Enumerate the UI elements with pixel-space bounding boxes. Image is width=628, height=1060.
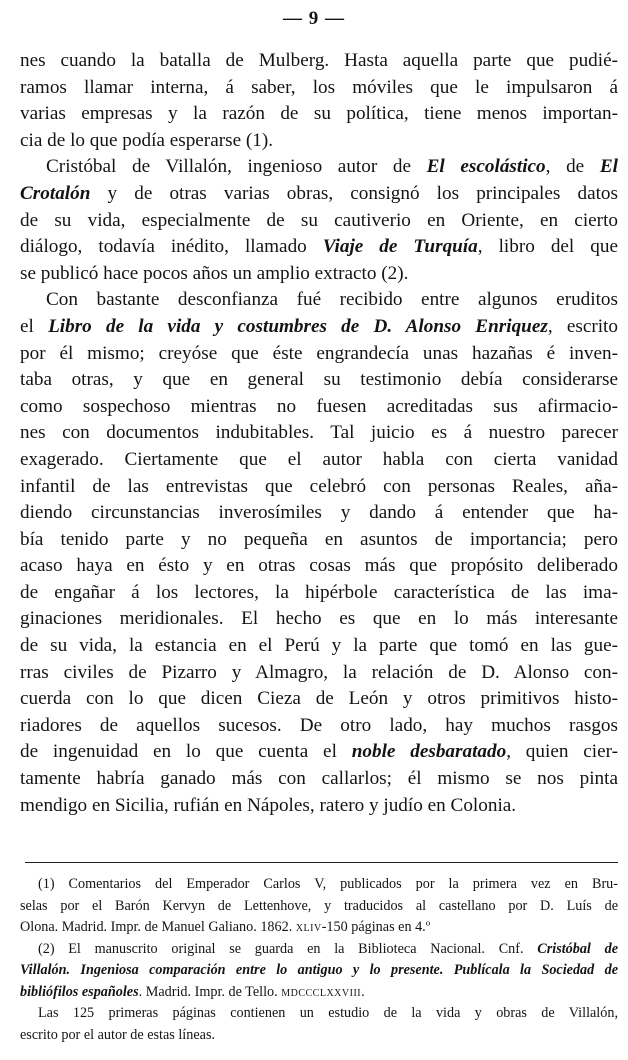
- italic-title: Crotalón: [20, 182, 91, 204]
- text-segment: rras civiles de Pizarro y Almagro, la relación de D. Alonso con-: [20, 661, 618, 683]
- text-segment: -150 páginas en 4.º: [321, 919, 431, 935]
- text-segment: , libro del que: [477, 236, 618, 258]
- text-segment: , quien cier-: [506, 741, 618, 763]
- footnote-line: [20, 939, 618, 961]
- text-segment: . Madrid. Impr. de Tello.: [138, 983, 282, 1000]
- text-segment: Olona. Madrid. Impr. de Manuel Galiano. 1862.: [20, 919, 296, 935]
- footnote-line: [20, 982, 618, 1004]
- footnote-line: [20, 917, 618, 939]
- text-segment: taba otras, y que en general su testimonio debía considerarse: [20, 369, 618, 391]
- text-line: [20, 154, 618, 181]
- footnote-line: [20, 874, 618, 896]
- text-line: [20, 341, 618, 368]
- text-segment: riadores de aquellos sucesos. De otro lado, hay muchos rasgos: [20, 714, 618, 736]
- text-line: [20, 314, 618, 341]
- footnote-line: [20, 960, 618, 982]
- text-segment: , escrito: [547, 315, 618, 337]
- footnote-line: [20, 1003, 618, 1025]
- text-segment: el: [20, 315, 49, 337]
- text-segment: infantil de las entrevistas que celebró con personas Reales, aña-: [20, 475, 618, 497]
- italic-title: noble desbaratado: [351, 741, 507, 763]
- text-segment: tamente habría ganado más con callarlos; él mismo se nos pinta: [20, 768, 618, 790]
- italic-title: El escolástico: [426, 156, 546, 178]
- text-line: [20, 208, 618, 235]
- text-segment: Con bastante desconfianza fué recibido entre algunos eruditos: [46, 289, 618, 311]
- text-line: [20, 75, 618, 102]
- text-segment: por él mismo; creyóse que éste engrandecía unas hazañas é inven-: [20, 342, 618, 364]
- text-segment: nes cuando la batalla de Mulberg. Hasta aquella parte que pudié-: [20, 50, 618, 71]
- text-line: [20, 527, 618, 554]
- italic-title: Cristóbal de: [537, 940, 618, 957]
- italic-title: bibliófilos españoles: [20, 983, 139, 1000]
- italic-title: Villalón. Ingeniosa comparación entre lo antiguo y lo presente. Publícala la Sociedad de: [20, 962, 618, 978]
- text-segment: cia de lo que podía esperarse (1).: [20, 129, 274, 151]
- text-segment: cuerda con lo que dicen Cieza de León y otros primitivos histo-: [20, 688, 618, 710]
- text-segment: se publicó hace pocos años un amplio extracto (2).: [20, 262, 409, 284]
- text-line: [20, 447, 618, 474]
- text-line: [20, 234, 618, 261]
- text-segment: de su vida, especialmente de su cautiverio en Oriente, en cierto: [20, 209, 618, 231]
- italic-title: El: [599, 156, 618, 178]
- text-line: [20, 713, 618, 740]
- text-segment: acaso haya en ésto y en otras cosas más que propósito deliberado: [20, 555, 618, 577]
- text-segment: Cristóbal de Villalón, ingenioso autor de: [46, 156, 427, 178]
- text-segment: , de: [545, 156, 600, 178]
- page-number: — 9 —: [283, 8, 345, 29]
- text-line: [20, 394, 618, 421]
- text-line: [20, 181, 618, 208]
- footnote-divider: [25, 862, 618, 863]
- footnote-line: [20, 896, 618, 918]
- text-segment: (1) Comentarios del Emperador Carlos V, publicados por la primera vez en Bru-: [38, 876, 618, 892]
- main-text: [20, 48, 618, 819]
- text-segment: (2) El manuscrito original se guarda en la Biblioteca Nacional. Cnf.: [38, 940, 538, 957]
- text-line: [20, 553, 618, 580]
- text-segment: mendigo en Sicilia, rufián en Nápoles, ratero y judío en Colonia.: [20, 794, 517, 816]
- text-line: [20, 367, 618, 394]
- text-segment: ginaciones meridionales. El hecho es que en lo más interesante: [20, 608, 618, 630]
- text-segment: diálogo, todavía inédito, llamado: [20, 236, 323, 258]
- text-line: [20, 686, 618, 713]
- text-line: [20, 739, 618, 766]
- text-line: [20, 287, 618, 314]
- text-segment: selas por el Barón Kervyn de Lettenhove, y traducidos al castellano por D. Luís de: [20, 897, 618, 914]
- text-line: [20, 606, 618, 633]
- text-segment: exagerado. Ciertamente que el autor habla con cierta vanidad: [20, 448, 618, 470]
- footnote-line: [20, 1025, 618, 1047]
- italic-title: Viaje de Turquía: [322, 236, 478, 258]
- text-segment: ramos llamar interna, á saber, los móviles que le impulsaron á: [20, 76, 618, 98]
- text-line: [20, 48, 618, 75]
- text-line: [20, 474, 618, 501]
- text-segment: de su vida, la estancia en el Perú y la parte que tomó en las gue-: [20, 635, 618, 657]
- text-segment: .: [361, 983, 365, 1000]
- text-line: [20, 766, 618, 793]
- text-line: [20, 660, 618, 687]
- text-line: [20, 101, 618, 128]
- text-segment: bía tenido parte y no pequeña en asuntos de importancia; pero: [20, 528, 618, 550]
- text-line: [20, 500, 618, 527]
- text-segment: escrito por el autor de estas líneas.: [20, 1026, 216, 1043]
- text-segment: de ingenuidad en lo que cuenta el: [20, 741, 352, 763]
- roman-numeral: xliv: [295, 919, 322, 935]
- text-segment: nes con documentos indubitables. Tal juicio es á nuestro parecer: [20, 422, 618, 444]
- text-segment: y de otras varias obras, consignó los principales datos: [90, 182, 618, 204]
- text-line: [20, 261, 618, 288]
- text-segment: Las 125 primeras páginas contienen un estudio de la vida y obras de Villalón,: [38, 1005, 618, 1021]
- text-segment: como sospechoso mientras no fuesen acreditadas sus afirmacio-: [20, 395, 618, 417]
- text-line: [20, 793, 618, 820]
- text-segment: varias empresas y la razón de su política, tiene menos importan-: [20, 103, 618, 125]
- text-line: [20, 580, 618, 607]
- text-segment: de engañar á los lectores, la hipérbole característica de las ima-: [20, 581, 618, 603]
- italic-title: Libro de la vida y costumbres de D. Alonso Enriquez: [48, 315, 548, 337]
- footnotes: [20, 874, 618, 1046]
- text-line: [20, 128, 618, 155]
- text-line: [20, 633, 618, 660]
- roman-numeral: mdccclxxviii: [281, 983, 362, 1000]
- text-segment: diendo circunstancias inverosímiles y dando á entender que ha-: [20, 502, 618, 524]
- text-line: [20, 420, 618, 447]
